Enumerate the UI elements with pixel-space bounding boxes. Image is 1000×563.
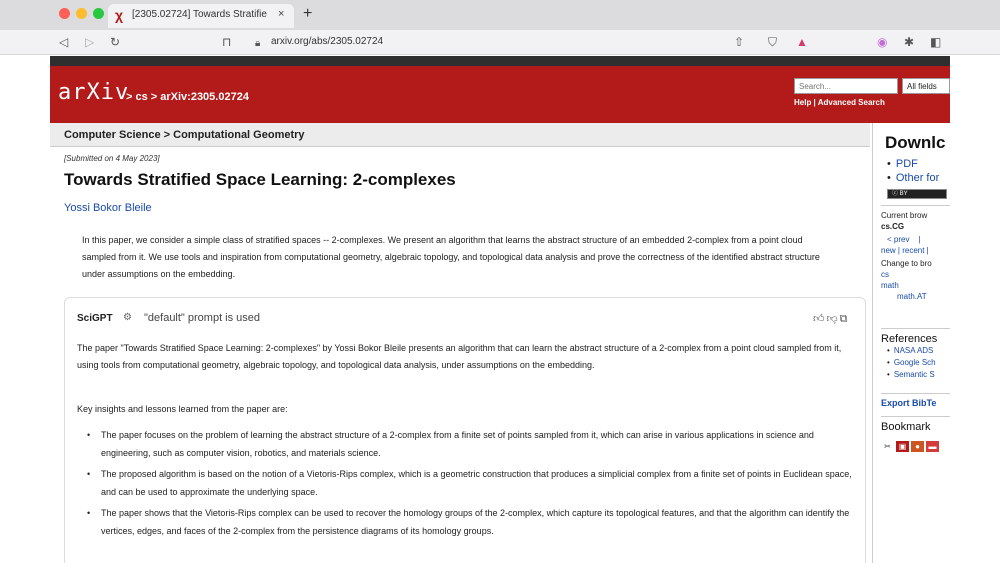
insights-heading: Key insights and lessons learned from the paper are: xyxy=(77,404,288,414)
right-sidebar xyxy=(872,123,950,563)
help-advanced-search-links[interactable]: Help | Advanced Search xyxy=(794,98,885,107)
bookmark-icons xyxy=(881,436,950,451)
other-formats-link[interactable]: • Other for xyxy=(887,172,939,184)
subject-breadcrumb[interactable]: Computer Science > Computational Geometry xyxy=(64,129,305,141)
address-bar[interactable]: arxiv.org/abs/2305.02724 xyxy=(271,36,384,47)
scigpt-card xyxy=(64,297,866,563)
category-math-at-link[interactable]: math.AT xyxy=(897,292,927,301)
reload-icon[interactable]: ↻ xyxy=(110,35,121,49)
new-recent-links[interactable]: new | recent | xyxy=(881,246,929,255)
category-cs-link[interactable]: cs xyxy=(881,270,889,279)
mendeley-icon[interactable]: ▣ xyxy=(896,441,909,452)
puzzle-icon[interactable]: ✱ xyxy=(904,35,915,49)
warning-triangle-icon[interactable]: ▲ xyxy=(796,35,808,49)
new-tab-button[interactable]: + xyxy=(303,5,313,22)
pdf-link[interactable]: • PDF xyxy=(887,158,918,170)
cc-license-icon[interactable]: ⓒ BY xyxy=(887,189,947,199)
thumbs-down-icon[interactable]: 👎︎ xyxy=(826,313,840,325)
change-browse-label: Change to bro xyxy=(881,259,932,268)
page-top-band xyxy=(50,56,950,66)
browser-toolbar xyxy=(0,30,1000,55)
download-heading: Downlc xyxy=(885,133,946,152)
list-item: • The paper focuses on the problem of learning the abstract structure of a 2-complex from a finite set of points sampled from it, which can arise in various applications in science and engineering, such as computer vision, robotics, and materials science. xyxy=(85,426,855,462)
lock-icon: 🔒︎ xyxy=(255,38,261,49)
semantic-scholar-link[interactable]: • Semantic S xyxy=(881,369,950,381)
browse-context xyxy=(881,205,950,302)
shield-icon[interactable]: ⛉ xyxy=(768,35,778,49)
bibsonomy-icon[interactable]: ✂ xyxy=(881,441,894,452)
window-maximize-button[interactable] xyxy=(93,8,104,19)
references-box xyxy=(881,328,950,381)
sidebar-toggle-icon[interactable]: ◧ xyxy=(930,35,942,49)
browse-label: Current brow xyxy=(881,211,928,220)
category-math-link[interactable]: math xyxy=(881,281,899,290)
nasa-ads-link[interactable]: • NASA ADS xyxy=(881,345,950,357)
nav-separator: | xyxy=(918,235,921,244)
browser-tab[interactable] xyxy=(108,4,294,28)
subject-bar xyxy=(50,123,870,147)
bookmark-box xyxy=(881,416,950,451)
prompt-note: "default" prompt is used xyxy=(144,312,261,324)
arxiv-header xyxy=(50,66,950,123)
insights-list xyxy=(85,426,855,543)
tab-title: [2305.02724] Towards Stratifie xyxy=(132,9,267,20)
copy-icon[interactable]: ⧉ xyxy=(839,313,850,325)
google-scholar-link[interactable]: • Google Sch xyxy=(881,357,950,369)
forward-icon[interactable]: ▷ xyxy=(85,35,95,49)
search-input[interactable] xyxy=(794,78,898,94)
header-breadcrumb[interactable]: > cs > arXiv:2305.02724 xyxy=(126,91,249,103)
export-bibtex-link[interactable]: Export BibTe xyxy=(881,393,950,408)
list-item: • The paper shows that the Vietoris-Rips complex can be used to recover the homology groups of the 2-complex, which capture its topological features, and that the algorithm can identify the vertices, edges, and faces of the 2-complex from the persistence diagrams of its homology groups. xyxy=(85,504,855,540)
card-actions xyxy=(813,312,850,326)
sciencewise-icon[interactable]: ▬ xyxy=(926,441,939,452)
paper-title: Towards Stratified Space Learning: 2-complexes xyxy=(64,170,456,189)
share-icon[interactable]: ⇧ xyxy=(734,35,745,49)
browse-nav xyxy=(881,234,950,245)
abstract: In this paper, we consider a simple class of stratified spaces -- 2-complexes. We present an algorithm that learns the abstract structure of an embedded 2-complex from a point cloud sampled from it. We use tools and inspiration from computational geometry, algebraic topology, and topological data analysis and prove the correctness of the identified abstract structure under assumptions on the embedding. xyxy=(82,235,820,279)
submission-date: [Submitted on 4 May 2023] xyxy=(64,154,160,163)
tab-strip xyxy=(0,0,1000,30)
bookmark-icon[interactable]: ⊓ xyxy=(222,35,232,49)
author-link[interactable]: Yossi Bokor Bleile xyxy=(64,202,152,214)
summary-text: The paper "Towards Stratified Space Learning: 2-complexes" by Yossi Bokor Bleile presents an algorithm that can learn the abstract structure of a 2-complex from a point cloud sampled from it, using tools from computational geometry, algebraic topology, and topological data analysis, under assumptions on the embedding. xyxy=(77,343,842,370)
window-minimize-button[interactable] xyxy=(76,8,87,19)
extension-icon[interactable]: ◉ xyxy=(877,35,888,49)
scigpt-title: SciGPT xyxy=(77,313,113,324)
arxiv-logo[interactable]: arXiv xyxy=(58,80,130,105)
browse-category: cs.CG xyxy=(881,222,905,231)
window-close-button[interactable] xyxy=(59,8,70,19)
bookmark-heading: Bookmark xyxy=(881,421,931,433)
prev-link[interactable]: < prev xyxy=(887,235,910,244)
arxiv-favicon-icon: χ xyxy=(115,7,124,23)
reddit-icon[interactable]: ● xyxy=(911,441,924,452)
search-field-select[interactable]: All fields xyxy=(902,78,950,94)
thumbs-up-icon[interactable]: 👍︎ xyxy=(813,313,827,325)
references-heading: References xyxy=(881,333,938,345)
tab-close-icon[interactable]: × xyxy=(278,8,285,20)
gear-icon[interactable]: ⚙ xyxy=(123,312,132,323)
back-icon[interactable]: ◁ xyxy=(59,35,69,49)
list-item: • The proposed algorithm is based on the notion of a Vietoris-Rips complex, which is a geometric construction that produces a simplicial complex from a finite set of points in Euclidean space, and can be used to approximate the underlying space. xyxy=(85,465,855,501)
